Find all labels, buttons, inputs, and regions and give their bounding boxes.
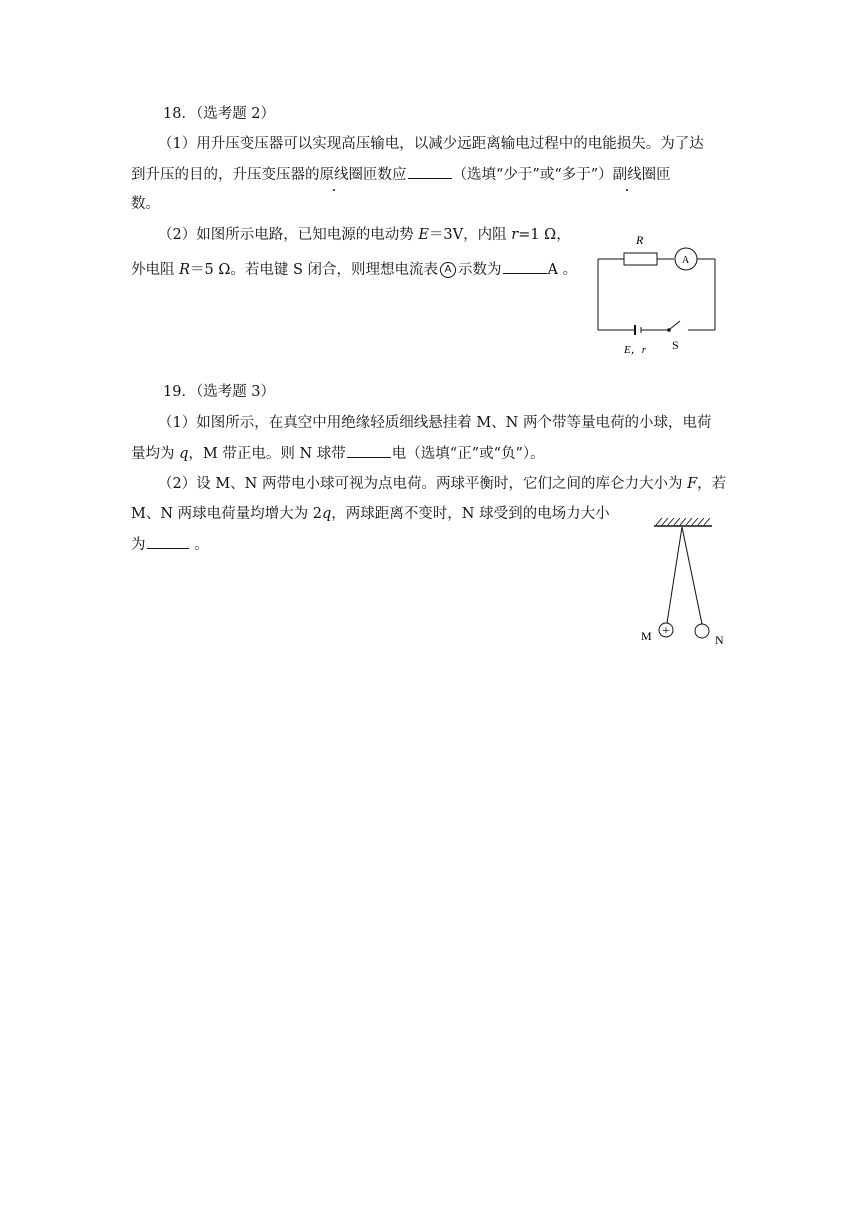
q19-part2-line3: 为 。 [131,534,209,555]
q19-title: 19．（选考题 3） [163,384,276,400]
thread-m [667,527,682,623]
answer-blank-1[interactable] [408,164,452,179]
q18-part2-line2: 外电阻 R＝5 Ω。若电键 S 闭合，则理想电流表 A 示数为 A 。 [131,259,577,280]
label-n: N [715,633,724,647]
resistor-label: R [636,233,644,247]
switch-icon [670,321,680,329]
answer-blank-3[interactable] [347,443,391,458]
thread-n [682,527,702,624]
q18-part1-line1: （1）用升压变压器可以实现高压输电，以减少远距离输电过程中的电能损失。为了达 [158,136,704,152]
q19-part1-line1: （1）如图所示，在真空中用绝缘轻质细线悬挂着 M、N 两个带等量电荷的小球，电荷 [158,415,712,431]
charged-spheres-figure [632,512,742,652]
sphere-n-icon [695,624,709,638]
answer-blank-4[interactable] [147,534,189,549]
switch-label: S [672,338,679,352]
q18-part2-line1: （2）如图所示电路，已知电源的电动势 E＝3V，内阻 r=1 Ω， [158,227,571,243]
q19-part2-line1: （2）设 M、N 两带电小球可视为点电荷。两球平衡时，它们之间的库仑力大小为 F，若 [158,476,727,492]
emphasis-dots-secondary: 副线 [612,167,642,183]
source-label: E，r [624,344,646,356]
answer-blank-2[interactable] [503,259,547,274]
resistor-icon [624,253,657,265]
q18-part1-line2: 到升压的目的，升压变压器的原线圈匝数应 （选填“少于”或“多于”）副线圈匝 [131,164,671,185]
circuit-diagram [590,228,725,358]
plus-sign: + [662,624,670,639]
ceiling-hatch-icon [656,518,710,525]
q19-part2-line2: M、N 两球电荷量均增大为 2q，两球距离不变时，N 球受到的电场力大小 [131,506,610,522]
q19-part1-line2: 量均为 q，M 带正电。则 N 球带 电（选填“正”或“负”）。 [131,443,545,464]
q18-title: 18．（选考题 2） [163,106,276,122]
ammeter-label: A [682,255,690,266]
ammeter-symbol-icon: A [440,262,456,278]
emphasis-dots-primary: 原线 [319,167,349,183]
label-m: M [641,629,652,643]
q18-part1-line3: 数。 [131,196,160,212]
